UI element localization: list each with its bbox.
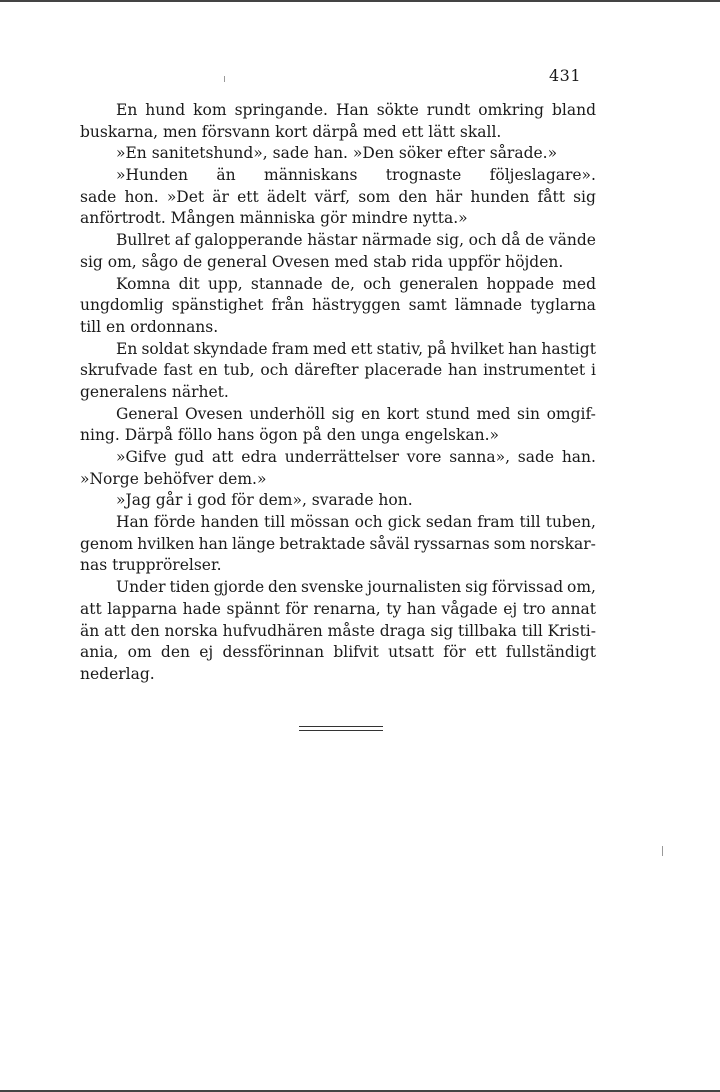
text-line: Bullret af galopperande hästar närmade sig, och då de vände [116, 231, 596, 250]
text-line: genom hvilken han länge betraktade såväl ryssarnas som norskar- [80, 534, 596, 553]
text-line: buskarna, men försvann kort därpå med ett lätt skall. [80, 122, 502, 141]
text-line: än att den norska hufvudhären måste draga sig tillbaka till Kristi- [80, 621, 596, 640]
text-line: nederlag. [80, 664, 155, 683]
text-line: Han förde handen till mössan och gick sedan fram till tuben, [116, 513, 596, 532]
scan-speck [662, 846, 663, 856]
text-line: General Ovesen underhöll sig en kort stund med sin omgif- [116, 404, 596, 423]
page-number: 431 [549, 66, 582, 85]
text-line: »Jag går i god för dem», svarade hon. [116, 491, 413, 510]
text-line: »Gifve gud att edra underrättelser vore sanna», sade han. [116, 448, 596, 466]
text-line: ungdomlig spänstighet från hästryggen samt lämnade tyglarna [80, 296, 596, 315]
text-line: skrufvade fast en tub, och därefter placerade han instrumentet i [80, 361, 596, 380]
text-line: nas trupprörelser. [80, 556, 222, 575]
text-line: anförtrodt. Mången människa gör mindre nytta.» [80, 209, 468, 228]
text-line: Komna dit upp, stannade de, och generalen hoppade med [116, 274, 596, 293]
scan-speck [224, 76, 225, 82]
text-line: En hund kom springande. Han sökte rundt omkring bland [116, 101, 596, 119]
text-line: sig om, sågo de general Ovesen med stab rida uppför höjden. [80, 252, 564, 271]
section-end-rule [299, 726, 383, 727]
text-line: ania, om den ej dessförinnan blifvit utsatt för ett fullständigt [80, 643, 596, 662]
text-line: sade hon. »Det är ett ädelt värf, som den här hunden fått sig [80, 187, 596, 206]
text-line: till en ordonnans. [80, 317, 219, 336]
text-line: »En sanitetshund», sade han. »Den söker efter sårade.» [116, 144, 558, 163]
text-line: »Norge behöfver dem.» [80, 469, 267, 488]
text-line: En soldat skyndade fram med ett stativ, på hvilket han hastigt [116, 339, 596, 358]
text-line: ning. Därpå föllo hans ögon på den unga engelskan.» [80, 426, 500, 445]
scan-edge-top [0, 0, 720, 2]
text-line: generalens närhet. [80, 382, 229, 401]
text-line: Under tiden gjorde den svenske journalisten sig förvissad om, [116, 578, 596, 597]
text-line: »Hunden än människans trognaste följeslagare». [116, 166, 596, 185]
section-end-rule [299, 730, 383, 731]
body-text [80, 100, 596, 686]
text-line: att lapparna hade spännt för renarna, ty han vågade ej tro annat [80, 599, 596, 618]
